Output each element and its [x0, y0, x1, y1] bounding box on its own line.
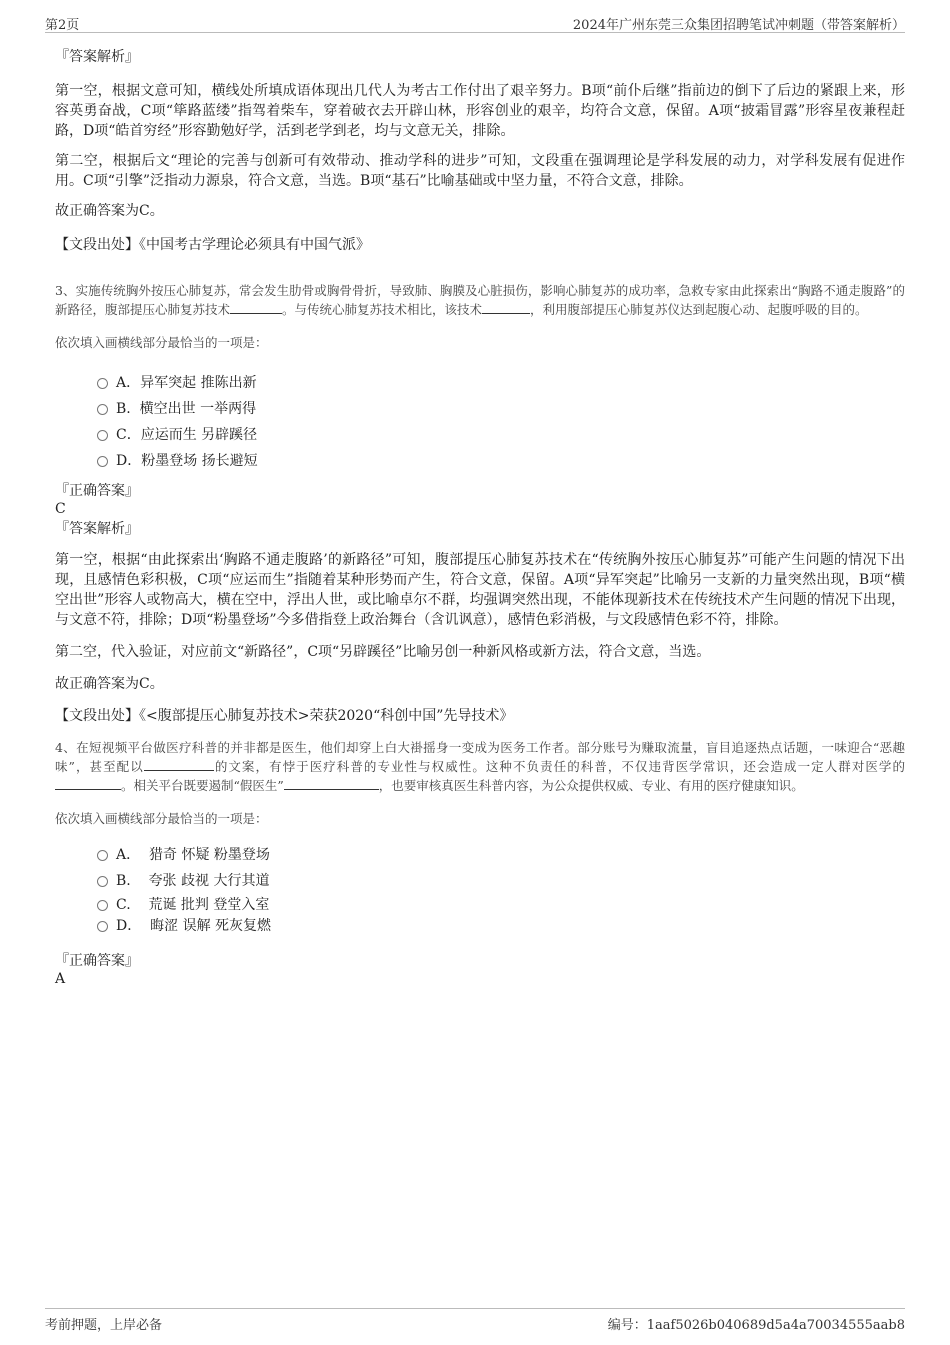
q3-option-b[interactable]: B. 横空出世 一举两得	[55, 396, 905, 422]
q3-options	[55, 370, 905, 474]
q4-options	[55, 842, 905, 936]
q4-option-b[interactable]: B. 夸张 歧视 大行其道	[55, 868, 905, 894]
q3-stem: 3、实施传统胸外按压心肺复苏，常会发生肋骨或胸骨骨折，导致肺、胸膜及心脏损伤，影响心肺复苏的成功率，急救专家由此探索出“胸路不通走腹路”的新路径，腹部提压心肺复苏技术 。与传统心肺复苏技术相比，该技术 ，利用腹部提压心肺复苏仪达到起腹心动、起腹呼吸的目的。	[55, 283, 905, 317]
q3-instruction: 依次填入画横线部分最恰当的一项是：	[55, 335, 268, 350]
q3-option-d[interactable]: D．粉墨登场 扬长避短	[55, 448, 905, 474]
q3-blank-1	[230, 301, 282, 314]
document-title: 2024年广州东莞三众集团招聘笔试冲刺题（带答案解析）	[572, 18, 905, 33]
radio-icon[interactable]	[97, 850, 108, 861]
q4-option-a[interactable]: A． 猎奇 怀疑 粉墨登场	[55, 842, 905, 868]
page-number: 第2页	[45, 18, 80, 33]
q3-analysis-para2: 第二空，代入验证，对应前文“新路径”，C项“另辟蹊径”比喻另创一种新风格或新方法，符合文意，当选。	[55, 644, 711, 660]
q4-answer-label: 『正确答案』	[55, 953, 139, 969]
q4-option-d[interactable]: D． 晦涩 误解 死灰复燃	[55, 916, 905, 936]
q3-analysis-para1: 第一空，根据“由此探索出‘胸路不通走腹路’的新路径”可知，腹部提压心肺复苏技术在“传统胸外按压心肺复苏”可能产生问题的情况下出现，且感情色彩积极，C项“应运而生”指随着某种形势而产生，符合文意，保留。A项“异军突起”比喻另一支新的力量突然出现，B项“横空出世”形容人或物高大，横在空中，浮出人世，或比喻卓尔不群，均强调突然出现，不能体现新技术在传统技术产生问题的情况下出现，与文意不符，排除；D项“粉墨登场”今多借指登上政治舞台（含讥讽意），感情色彩消极，与文段感情色彩不符，排除。	[55, 552, 905, 628]
radio-icon[interactable]	[97, 378, 108, 389]
q4-instruction: 依次填入画横线部分最恰当的一项是：	[55, 811, 268, 826]
q3-option-a[interactable]: A．异军突起 推陈出新	[55, 370, 905, 396]
q4-stem: 4、在短视频平台做医疗科普的并非都是医生，他们却穿上白大褂摇身一变成为医务工作者。部分账号为赚取流量，盲目追逐热点话题，一味迎合“恶趣味”，甚至配以 的文案，有悖于医疗科普的专业性与权威性。这种不负责任的科普，不仅违背医学常识，还会造成一定人群对医学的。相关平台既要遏制“假医生” ，也要审核真医生科普内容，为公众提供权威、专业、有用的医疗健康知识。	[55, 740, 905, 793]
radio-icon[interactable]	[97, 921, 108, 932]
q3-answer: C	[55, 501, 66, 517]
q2-source: 【文段出处】《中国考古学理论必须具有中国气派》	[55, 237, 370, 253]
radio-icon[interactable]	[97, 456, 108, 467]
q4-blank-3	[284, 777, 379, 790]
q2-analysis-para2: 第二空，根据后文“理论的完善与创新可有效带动、推动学科的进步”可知，文段重在强调理论是学科发展的动力，对学科发展有促进作用。C项“引擎”泛指动力源泉，符合文意，当选。B项“基石”比喻基础或中坚力量，不符合文意，排除。	[55, 153, 905, 189]
q3-answer-label: 『正确答案』	[55, 483, 139, 499]
q2-analysis-label: 『答案解析』	[55, 49, 139, 65]
q4-blank-1	[144, 758, 214, 771]
page-footer	[45, 1308, 905, 1339]
q3-analysis-label: 『答案解析』	[55, 521, 139, 537]
radio-icon[interactable]	[97, 430, 108, 441]
radio-icon[interactable]	[97, 404, 108, 415]
q2-conclusion: 故正确答案为C。	[55, 203, 164, 219]
q2-analysis-para1: 第一空，根据文意可知，横线处所填成语体现出几代人为考古工作付出了艰辛努力。B项“前仆后继”指前边的倒下了后边的紧跟上来，形容英勇奋战，C项“筚路蓝缕”指驾着柴车，穿着破衣去开辟山林，形容创业的艰辛，均符合文意，保留。A项“披霜冒露”形容星夜兼程赶路，D项“皓首穷经”形容勤勉好学，活到老学到老，均与文意无关，排除。	[55, 83, 905, 139]
document-id: 编号：1aaf5026b040689d5a4a70034555aab8	[607, 1318, 905, 1333]
q3-source: 【文段出处】《<腹部提压心肺复苏技术>荣获2020“科创中国”先导技术》	[55, 708, 514, 724]
q4-option-c[interactable]: C. 荒诞 批判 登堂入室	[55, 894, 905, 916]
page-content	[55, 45, 905, 988]
q3-conclusion: 故正确答案为C。	[55, 676, 164, 692]
q4-answer: A	[55, 971, 66, 987]
q3-blank-2	[482, 301, 530, 314]
q3-option-c[interactable]: C．应运而生 另辟蹊径	[55, 422, 905, 448]
footer-slogan: 考前押题，上岸必备	[45, 1318, 163, 1333]
q4-blank-2	[55, 777, 121, 790]
page-header	[45, 10, 905, 33]
radio-icon[interactable]	[97, 876, 108, 887]
radio-icon[interactable]	[97, 900, 108, 911]
